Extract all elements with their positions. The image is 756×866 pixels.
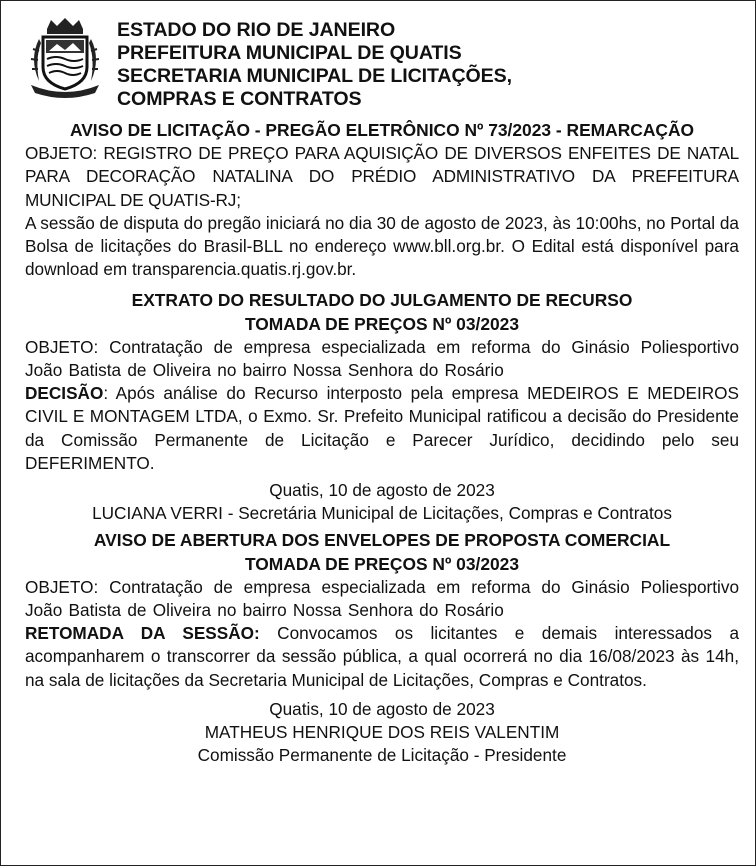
aviso2-role: Comissão Permanente de Licitação - Presidente: [197, 745, 567, 766]
extrato-decisao-label: DECISÃO: [25, 383, 104, 404]
aviso2-objeto: OBJETO: Contratação de empresa especializada em reforma do Ginásio Poliesportivo João Batista de Oliveira no bairro Nossa Senhora do Rosário: [25, 576, 739, 621]
aviso2-retomada: [25, 622, 739, 692]
extrato-title-2: TOMADA DE PREÇOS Nº 03/2023: [244, 313, 520, 334]
aviso1-objeto: OBJETO: REGISTRO DE PREÇO PARA AQUISIÇÃO DE DIVERSOS ENFEITES DE NATAL PARA DECORAÇÃO NATALINA DO PRÉDIO ADMINISTRATIVO DA PREFEITURA MUNICIPAL DE QUATIS-RJ;: [25, 143, 739, 210]
aviso1-title: AVISO DE LICITAÇÃO - PREGÃO ELETRÔNICO Nº 73/2023 - REMARCAÇÃO: [69, 120, 695, 140]
extrato-decisao-text: : Após análise do Recurso interposto pela empresa MEDEIROS E MEDEIROS CIVIL E MONTAGEM LTDA, o Exmo. Sr. Prefeito Municipal ratificou a decisão do Presidente da Comissão Permanente de Licitação e Parecer Jurídico, decidindo pelo seu DEFERIMENTO.: [25, 383, 739, 473]
extrato-title-1: EXTRATO DO RESULTADO DO JULGAMENTO DE RECURSO: [131, 290, 633, 311]
extrato-signature: LUCIANA VERRI - Secretária Municipal de Licitações, Compras e Contratos: [92, 503, 672, 524]
header-prefecture: PREFEITURA MUNICIPAL DE QUATIS: [117, 42, 462, 64]
aviso1-sessao: A sessão de disputa do pregão iniciará no dia 30 de agosto de 2023, às 10:00hs, no Portal da Bolsa de licitações do Brasil-BLL no endereço www.bll.org.br. O Edital está disponível para download em transparencia.quatis.rj.gov.br.: [25, 212, 739, 280]
coat-of-arms-icon: [25, 15, 105, 101]
extrato-decisao: [25, 382, 739, 475]
extrato-objeto: OBJETO: Contratação de empresa especializada em reforma do Ginásio Poliesportivo João Batista de Oliveira no bairro Nossa Senhora do Rosário: [25, 336, 739, 381]
aviso2-retomada-label: RETOMADA DA SESSÃO:: [25, 623, 260, 644]
header: [25, 1, 739, 119]
header-secretariat-cont: COMPRAS E CONTRATOS: [117, 88, 362, 110]
header-titles: [117, 19, 512, 111]
header-secretariat: SECRETARIA MUNICIPAL DE LICITAÇÕES,: [117, 65, 512, 87]
aviso2-title-1: AVISO DE ABERTURA DOS ENVELOPES DE PROPOSTA COMERCIAL: [93, 530, 671, 551]
aviso2-date: Quatis, 10 de agosto de 2023: [269, 698, 495, 719]
header-state: ESTADO DO RIO DE JANEIRO: [117, 19, 396, 41]
aviso2-retomada-text: Convocamos os licitantes e demais interessados a acompanharem o transcorrer da sessão pública, a qual ocorrerá no dia 16/08/2023 às 14h, na sala de licitações da Secretaria Municipal de Licitações, Compras e Contratos.: [25, 623, 740, 690]
aviso2-signer: MATHEUS HENRIQUE DOS REIS VALENTIM: [204, 722, 560, 743]
extrato-date: Quatis, 10 de agosto de 2023: [269, 480, 495, 501]
notice-body: [25, 119, 739, 767]
aviso2-title-2: TOMADA DE PREÇOS Nº 03/2023: [244, 553, 520, 574]
